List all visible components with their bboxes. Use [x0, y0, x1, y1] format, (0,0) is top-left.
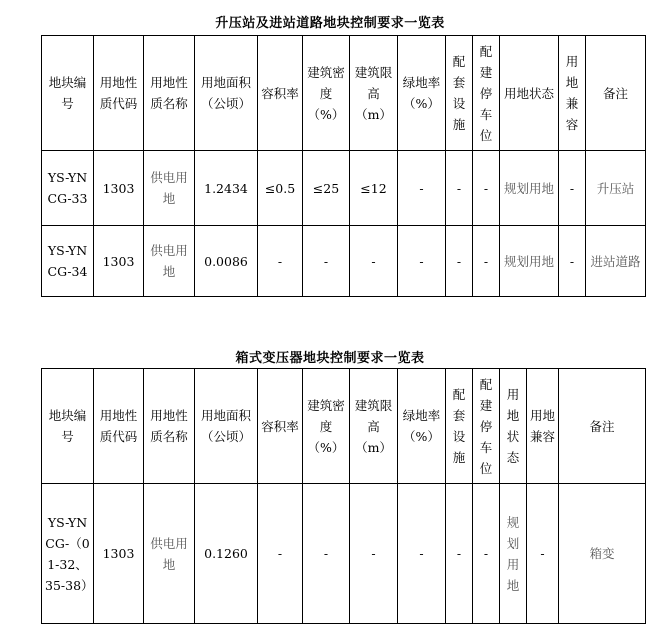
table-cell: -	[258, 484, 303, 624]
table-cell: YS-YNCG-33	[42, 151, 94, 226]
header-cell: 建筑限高（m）	[350, 369, 398, 484]
header-cell: 绿地率（%）	[398, 369, 446, 484]
table-cell: -	[559, 226, 586, 297]
plot-control-table-box-transformer	[41, 368, 646, 624]
header-cell: 用地面积（公顷）	[195, 36, 258, 151]
table-cell: 0.0086	[195, 226, 258, 297]
header-cell: 地块编号	[42, 369, 94, 484]
header-cell: 建筑密度（%）	[303, 36, 350, 151]
header-cell: 用地兼容	[527, 369, 559, 484]
table-cell: -	[527, 484, 559, 624]
table-cell: -	[446, 151, 473, 226]
table-cell: 1303	[94, 151, 144, 226]
header-cell: 用地性质代码	[94, 369, 144, 484]
table-cell: YS-YNCG-34	[42, 226, 94, 297]
table-cell: -	[473, 226, 500, 297]
header-cell: 建筑密度（%）	[303, 369, 350, 484]
table-cell: -	[350, 226, 398, 297]
header-cell: 备注	[586, 36, 646, 151]
table-cell: -	[350, 484, 398, 624]
table-cell: ≤0.5	[258, 151, 303, 226]
table-cell: -	[398, 226, 446, 297]
plot-control-table-substation	[41, 35, 646, 297]
header-cell: 配建停车位	[473, 36, 500, 151]
header-cell: 备注	[559, 369, 646, 484]
table-cell: -	[258, 226, 303, 297]
table-cell: -	[446, 484, 473, 624]
table-cell: YS-YNCG-（01-32、35-38）	[42, 484, 94, 624]
header-cell: 用地性质代码	[94, 36, 144, 151]
table-cell: 箱变	[559, 484, 646, 624]
table-cell: 1303	[94, 484, 144, 624]
table-header-row	[42, 36, 646, 151]
table-cell: 规划用地	[500, 484, 527, 624]
table-cell: 1.2434	[195, 151, 258, 226]
table-row	[42, 226, 646, 297]
header-cell: 容积率	[258, 369, 303, 484]
table-cell: 进站道路	[586, 226, 646, 297]
table-cell: -	[473, 151, 500, 226]
header-cell: 绿地率（%）	[398, 36, 446, 151]
header-cell: 用地状态	[500, 369, 527, 484]
table-cell: 升压站	[586, 151, 646, 226]
table-cell: -	[398, 151, 446, 226]
header-cell: 配建停车位	[473, 369, 500, 484]
table-cell: -	[303, 226, 350, 297]
table-cell: 供电用地	[144, 151, 195, 226]
header-cell: 配套设施	[446, 36, 473, 151]
table-cell: 供电用地	[144, 226, 195, 297]
header-cell: 用地状态	[500, 36, 559, 151]
table2-title: 箱式变压器地块控制要求一览表	[235, 351, 425, 366]
table-cell: -	[446, 226, 473, 297]
table-row	[42, 484, 646, 624]
table1-title: 升压站及进站道路地块控制要求一览表	[215, 16, 445, 31]
table-cell: 供电用地	[144, 484, 195, 624]
table-cell: ≤25	[303, 151, 350, 226]
header-cell: 配套设施	[446, 369, 473, 484]
table-header-row	[42, 369, 646, 484]
header-cell: 用地性质名称	[144, 369, 195, 484]
header-cell: 建筑限高（m）	[350, 36, 398, 151]
table-cell: -	[473, 484, 500, 624]
table-cell: -	[559, 151, 586, 226]
header-cell: 容积率	[258, 36, 303, 151]
table-cell: 1303	[94, 226, 144, 297]
table-row	[42, 151, 646, 226]
header-cell: 用地面积（公顷）	[195, 369, 258, 484]
header-cell: 地块编号	[42, 36, 94, 151]
table-cell: -	[303, 484, 350, 624]
table-cell: 规划用地	[500, 226, 559, 297]
table-cell: 规划用地	[500, 151, 559, 226]
header-cell: 用地性质名称	[144, 36, 195, 151]
table-cell: -	[398, 484, 446, 624]
header-cell: 用地兼容	[559, 36, 586, 151]
table-cell: ≤12	[350, 151, 398, 226]
table-cell: 0.1260	[195, 484, 258, 624]
